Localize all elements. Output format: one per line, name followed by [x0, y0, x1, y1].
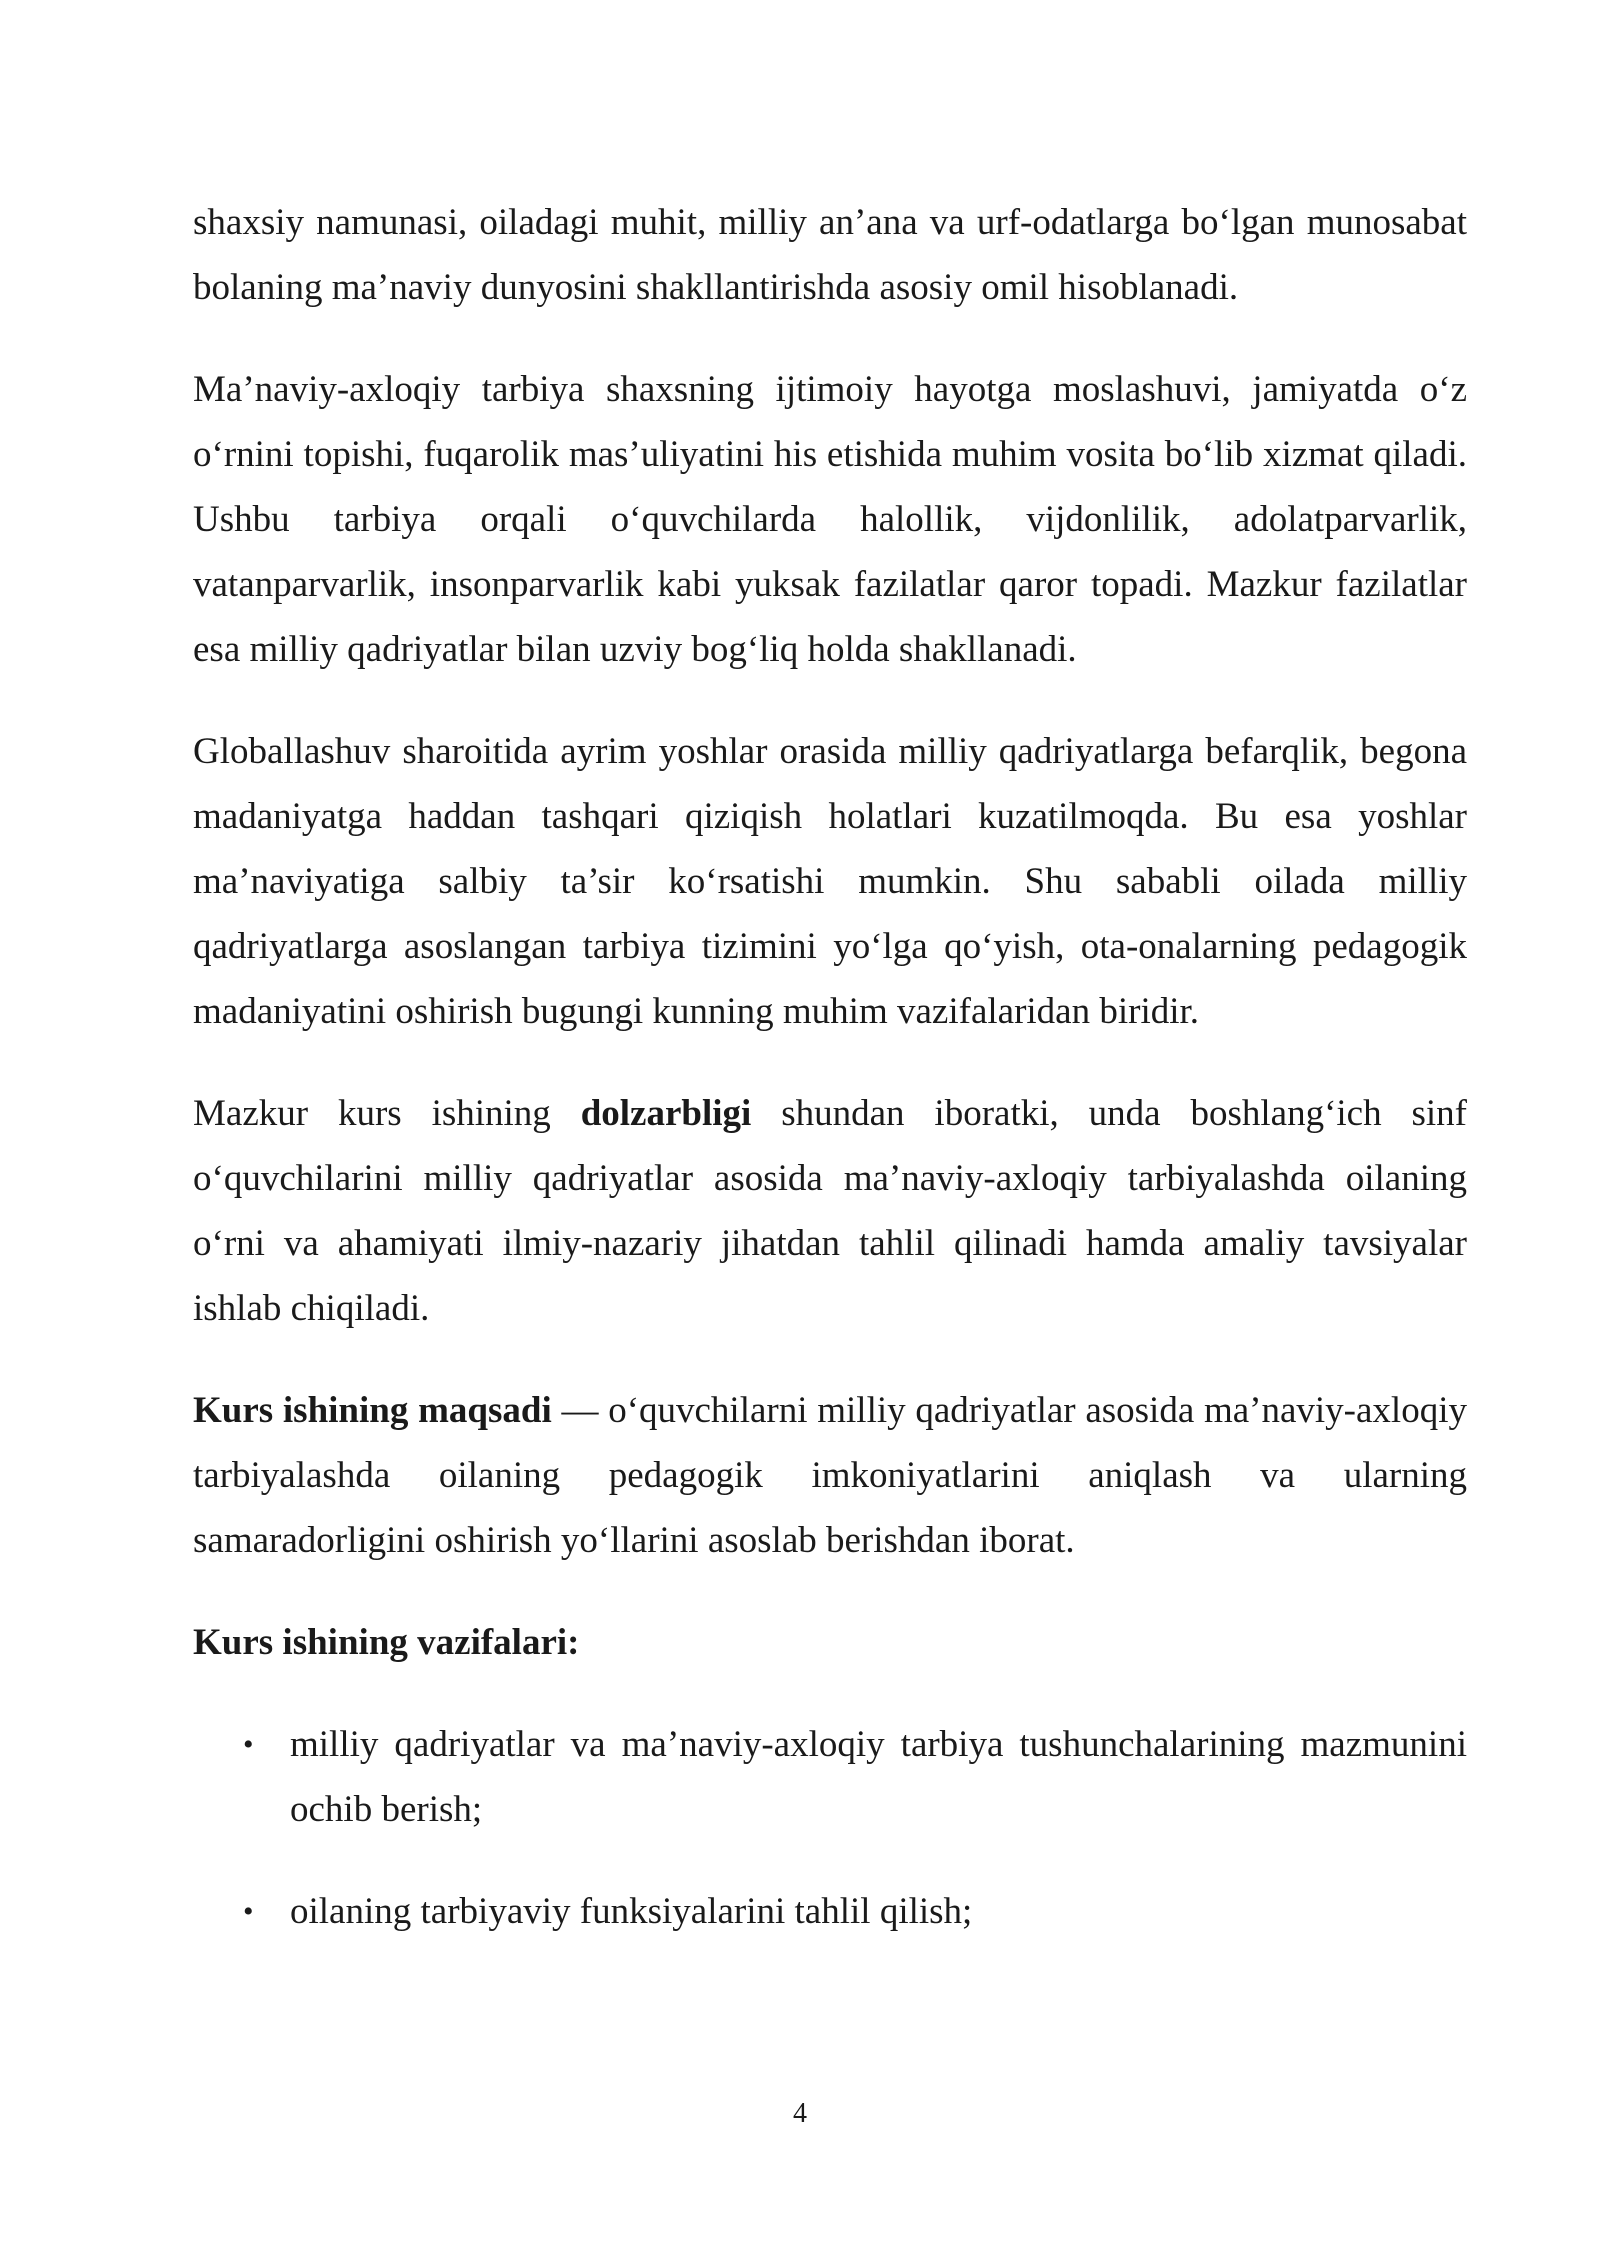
page-number: 4 [793, 2098, 807, 2129]
relevance-text: shundan iboratki, unda boshlang‘ich sinf o‘quvchilarini milliy qadriyatlar asosida ma’naviy-axloqiy tarbiyalashda oilaning o‘rni va ahamiyati ilmiy-nazariy jihatdan tahlil qilinadi hamda amaliy tavsiyalar ishlab chiqiladi. [193, 1093, 1467, 1329]
paragraph: Ma’naviy-axloqiy tarbiya shaxsning ijtimoiy hayotga moslashuvi, jamiyatda o‘z o‘rnini topishi, fuqarolik mas’uliyatini his etishida muhim vosita bo‘lib xizmat qiladi. Ushbu tarbiya orqali o‘quvchilarda halollik, vijdonlilik, adolatparvarlik, vatanparvarlik, insonparvarlik kabi yuksak fazilatlar qaror topadi. Mazkur fazilatlar esa milliy qadriyatlar bilan uzviy bog‘liq holda shakllanadi. [193, 369, 1467, 670]
list-item-text: oilaning tarbiyaviy funksiyalarini tahlil qilish; [290, 1891, 973, 1932]
goal-paragraph [193, 1378, 1467, 1573]
list-item [193, 1712, 1467, 1842]
tasks-list [193, 1712, 1467, 1944]
goal-text: — o‘quvchilarni milliy qadriyatlar asosida ma’naviy-axloqiy tarbiyalashda oilaning pedagogik imkoniyatlarini aniqlash va ularning samaradorligini oshirish yo‘llarini asoslab berishdan iborat. [193, 1390, 1467, 1561]
paragraph: Globallashuv sharoitida ayrim yoshlar orasida milliy qadriyatlarga befarqlik, begona madaniyatga haddan tashqari qiziqish holatlari kuzatilmoqda. Bu esa yoshlar ma’naviyatiga salbiy ta’sir ko‘rsatishi mumkin. Shu sababli oilada milliy qadriyatlarga asoslangan tarbiya tizimini yo‘lga qo‘yish, ota-onalarning pedagogik madaniyatini oshirish bugungi kunning muhim vazifalaridan biridir. [193, 731, 1467, 1032]
relevance-paragraph [193, 1081, 1467, 1341]
list-item-text: milliy qadriyatlar va ma’naviy-axloqiy tarbiya tushunchalarining mazmunini ochib berish; [290, 1724, 1467, 1830]
relevance-term: dolzarbligi [580, 1093, 752, 1134]
relevance-intro: Mazkur kurs ishining [193, 1093, 581, 1134]
bullet-icon: • [243, 1895, 254, 1928]
list-item [193, 1879, 1467, 1944]
goal-term: Kurs ishining maqsadi [193, 1390, 552, 1431]
bullet-icon: • [243, 1728, 254, 1761]
paragraph: shaxsiy namunasi, oiladagi muhit, milliy an’ana va urf-odatlarga bo‘lgan munosabat bolaning ma’naviy dunyosini shakllantirishda asosiy omil hisoblanadi. [193, 202, 1467, 308]
body-text [193, 190, 1467, 1981]
tasks-heading: Kurs ishining vazifalari: [193, 1622, 580, 1663]
